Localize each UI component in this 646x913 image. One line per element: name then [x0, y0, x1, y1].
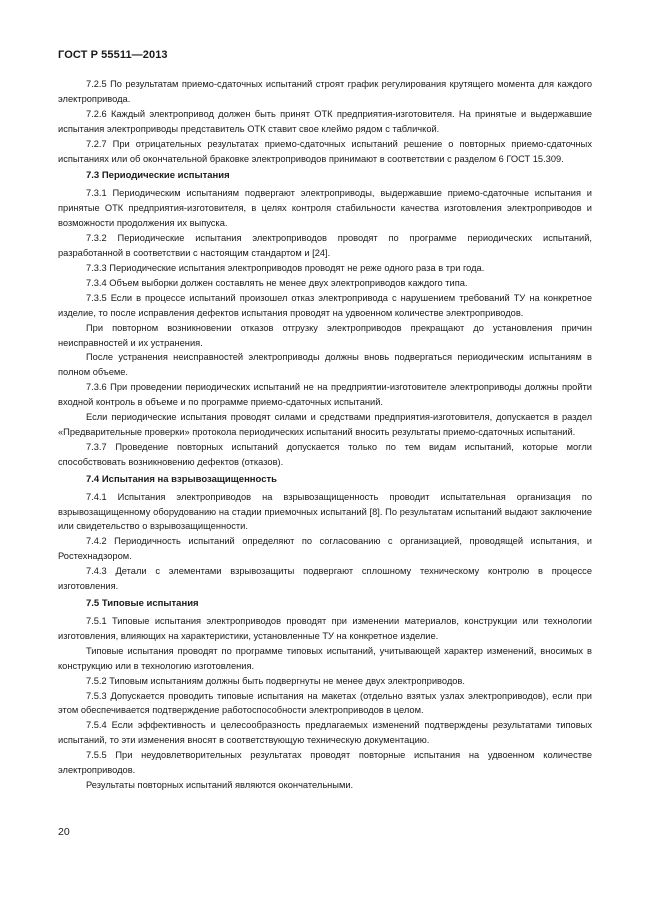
paragraph-7-5-3: 7.5.3 Допускается проводить типовые испытания на макетах (отдельно взятых узлах электроприводов), если при этом обеспечивается подтверждение работоспособности электроприводов в целом. — [58, 690, 592, 716]
paragraph-7-3-2: 7.3.2 Периодические испытания электроприводов проводят по программе периодических испытаний, разработанной в соответствии с настоящим стандартом и [24]. — [58, 233, 592, 259]
paragraph-7-5-5: 7.5.5 При неудовлетворительных результатах проводят повторные испытания на удвоенном количестве электроприводов. — [58, 750, 592, 776]
paragraph-7-5-1: 7.5.1 Типовые испытания электроприводов проводят при изменении материалов, конструкции или технологии изготовления, влияющих на характеристики, установленные ТУ на конкретное изделие. — [58, 616, 592, 641]
paragraph-7-3-6: 7.3.6 При проведении периодических испытаний не на предприятии-изготовителе электроприводы должны пройти входной контроль в объеме и по программе приемо-сдаточных испытаний. — [58, 382, 592, 408]
paragraph-7-2-6: 7.2.6 Каждый электропривод должен быть принят ОТК предприятия-изготовителя. На принятые и выдержавшие испытания электроприводы представитель ОТК ставит свое клеймо рядом с табличкой. — [58, 108, 592, 134]
paragraph-7-3-5-b: После устранения неисправностей электроприводы должны вновь подвергаться периодическим испытаниям в полном объеме. — [58, 352, 592, 378]
paragraph-7-5-5-a: Результаты повторных испытаний являются окончательными. — [86, 779, 354, 790]
paragraph-7-3-6-a: Если периодические испытания проводят силами и средствами предприятия-изготовителя, допускается в раздел «Предварительные проверки» протокола периодических испытаний вносить результаты приемо-сдаточных испытаний. — [58, 412, 592, 437]
section-heading-7-5: 7.5 Типовые испытания — [86, 598, 199, 609]
paragraph-7-3-4: 7.3.4 Объем выборки должен составлять не менее двух электроприводов каждого типа. — [86, 277, 468, 288]
paragraph-7-2-5: 7.2.5 По результатам приемо-сдаточных испытаний строят график регулирования крутящего момента для каждого электропривода. — [58, 79, 592, 104]
paragraph-7-3-3: 7.3.3 Периодические испытания электроприводов проводят не реже одного раза в три года. — [86, 262, 485, 273]
paragraph-7-4-2: 7.4.2 Периодичность испытаний определяют по согласованию с организацией, проводящей испытания, и Ростехнадзором. — [58, 536, 592, 562]
paragraph-7-2-7: 7.2.7 При отрицательных результатах приемо-сдаточных испытаний решение о повторных приемо-сдаточных испытаниях или об окончательной браковке электроприводов принимают в соответствии с разделом 6 ГОСТ 15.309. — [58, 138, 592, 164]
paragraph-7-3-5: 7.3.5 Если в процессе испытаний произошел отказ электропривода с нарушением требований ТУ на конкретное изделие, то после исправления дефектов испытания проводят на удвоенном количестве электроприводов. — [58, 292, 592, 318]
paragraph-7-3-7: 7.3.7 Проведение повторных испытаний допускается только по тем видам испытаний, которые могли способствовать возникновению дефектов (отказов). — [58, 441, 592, 467]
paragraph-7-4-1: 7.4.1 Испытания электроприводов на взрывозащищенность проводит испытательная организация по взрывозащищенному оборудованию на стадии приемочных испытаний [8]. По результатам испытаний выдают заключение или свидетельство о взрывозащищенности. — [58, 491, 592, 532]
paragraph-7-4-3: 7.4.3 Детали с элементами взрывозащиты подвергают сплошному техническому контролю в процессе изготовления. — [58, 566, 592, 592]
page-number: 20 — [58, 826, 70, 838]
paragraph-7-5-1-a: Типовые испытания проводят по программе типовых испытаний, учитывающей характер изменений, вносимых в конструкцию или в технологию изготовления. — [58, 645, 592, 671]
section-heading-7-3: 7.3 Периодические испытания — [86, 170, 230, 182]
document-header: ГОСТ Р 55511—2013 — [58, 49, 168, 61]
paragraph-7-5-2: 7.5.2 Типовым испытаниям должны быть подвергнуты не менее двух электроприводов. — [86, 675, 465, 686]
document-body — [58, 77, 592, 793]
paragraph-7-3-1: 7.3.1 Периодическим испытаниям подвергают электроприводы, выдержавшие приемо-сдаточные испытания и принятые ОТК предприятия-изготовителя, в целях контроля стабильности качества изготовления электроприводов и возможности продолжения их выпуска. — [58, 188, 592, 229]
section-heading-7-4: 7.4 Испытания на взрывозащищенность — [86, 473, 278, 485]
paragraph-7-3-5-a: При повторном возникновении отказов отгрузку электроприводов прекращают до установления причин неисправностей и их устранения. — [58, 322, 592, 348]
paragraph-7-5-4: 7.5.4 Если эффективность и целесообразность предлагаемых изменений подтверждены результатами типовых испытаний, то эти изменения вносят в соответствующую техническую документацию. — [58, 720, 592, 746]
